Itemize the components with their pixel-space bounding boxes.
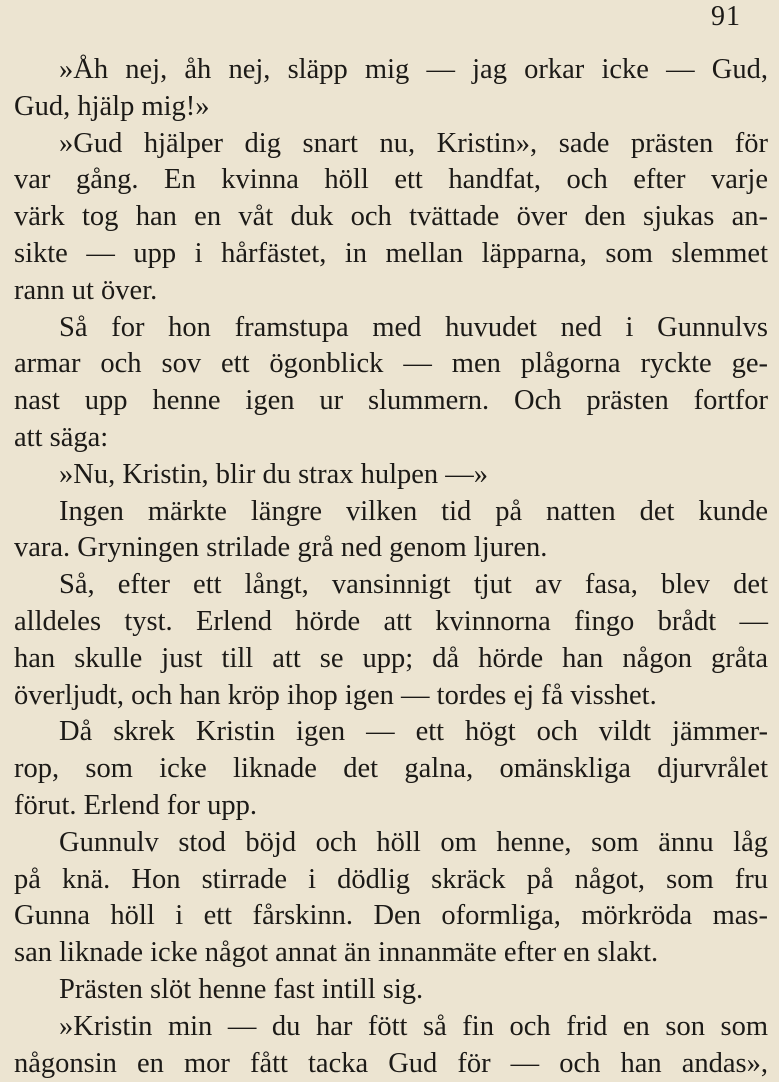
text-line: »Åh nej, åh nej, släpp mig — jag orkar icke — Gud, xyxy=(59,54,768,85)
text-line: »Kristin min — du har fött så fin och frid en son som xyxy=(59,1010,768,1042)
text-line: Prästen slöt henne fast intill sig. xyxy=(59,973,424,1005)
text-line: Ingen märkte längre vilken tid på natten det kunde xyxy=(59,495,768,527)
text-line: sikte — upp i hårfästet, in mellan läpparna, som slemmet xyxy=(14,237,768,269)
text-line: vara. Gryningen strilade grå ned genom ljuren. xyxy=(14,532,548,564)
text-line: armar och sov ett ögonblick — men plågorna ryckte ge- xyxy=(14,348,768,380)
text-line: någonsin en mor fått tacka Gud för — och han andas», xyxy=(14,1047,768,1079)
page-number: 91 xyxy=(711,1,741,32)
text-line: Gunna höll i ett fårskinn. Den oformliga, mörkröda mas- xyxy=(14,900,768,932)
text-line: nast upp henne igen ur slummern. Och prästen fortfor xyxy=(14,385,768,417)
text-line: rop, som icke liknade det galna, omänskliga djurvrålet xyxy=(14,753,768,785)
body-text xyxy=(14,52,768,1082)
text-line: Så, efter ett långt, vansinnigt tjut av fasa, blev det xyxy=(59,569,768,601)
text-line: Gud, hjälp mig!» xyxy=(14,90,210,122)
text-line: »Gud hjälper dig snart nu, Kristin», sade prästen för xyxy=(59,127,768,159)
text-line: Gunnulv stod böjd och höll om henne, som ännu låg xyxy=(59,826,768,858)
text-line: att säga: xyxy=(14,421,109,453)
text-line: på knä. Hon stirrade i dödlig skräck på något, som fru xyxy=(14,863,768,895)
text-line: alldeles tyst. Erlend hörde att kvinnorna fingo brådt — xyxy=(14,605,768,637)
text-line: värk tog han en våt duk och tvättade över den sjukas an- xyxy=(14,201,768,233)
text-line: san liknade icke något annat än innanmäte efter en slakt. xyxy=(14,937,659,969)
text-line: Då skrek Kristin igen — ett högt och vildt jämmer- xyxy=(59,716,768,748)
text-line: »Nu, Kristin, blir du strax hulpen —» xyxy=(59,458,489,490)
text-line: överljudt, och han kröp ihop igen — tordes ej få visshet. xyxy=(14,679,657,711)
text-line: rann ut över. xyxy=(14,274,158,306)
text-line: Så for hon framstupa med huvudet ned i Gunnulvs xyxy=(59,311,768,343)
text-line: förut. Erlend for upp. xyxy=(14,789,257,821)
text-line: han skulle just till att se upp; då hörde han någon gråta xyxy=(14,642,768,674)
text-line: var gång. En kvinna höll ett handfat, och efter varje xyxy=(14,164,768,196)
